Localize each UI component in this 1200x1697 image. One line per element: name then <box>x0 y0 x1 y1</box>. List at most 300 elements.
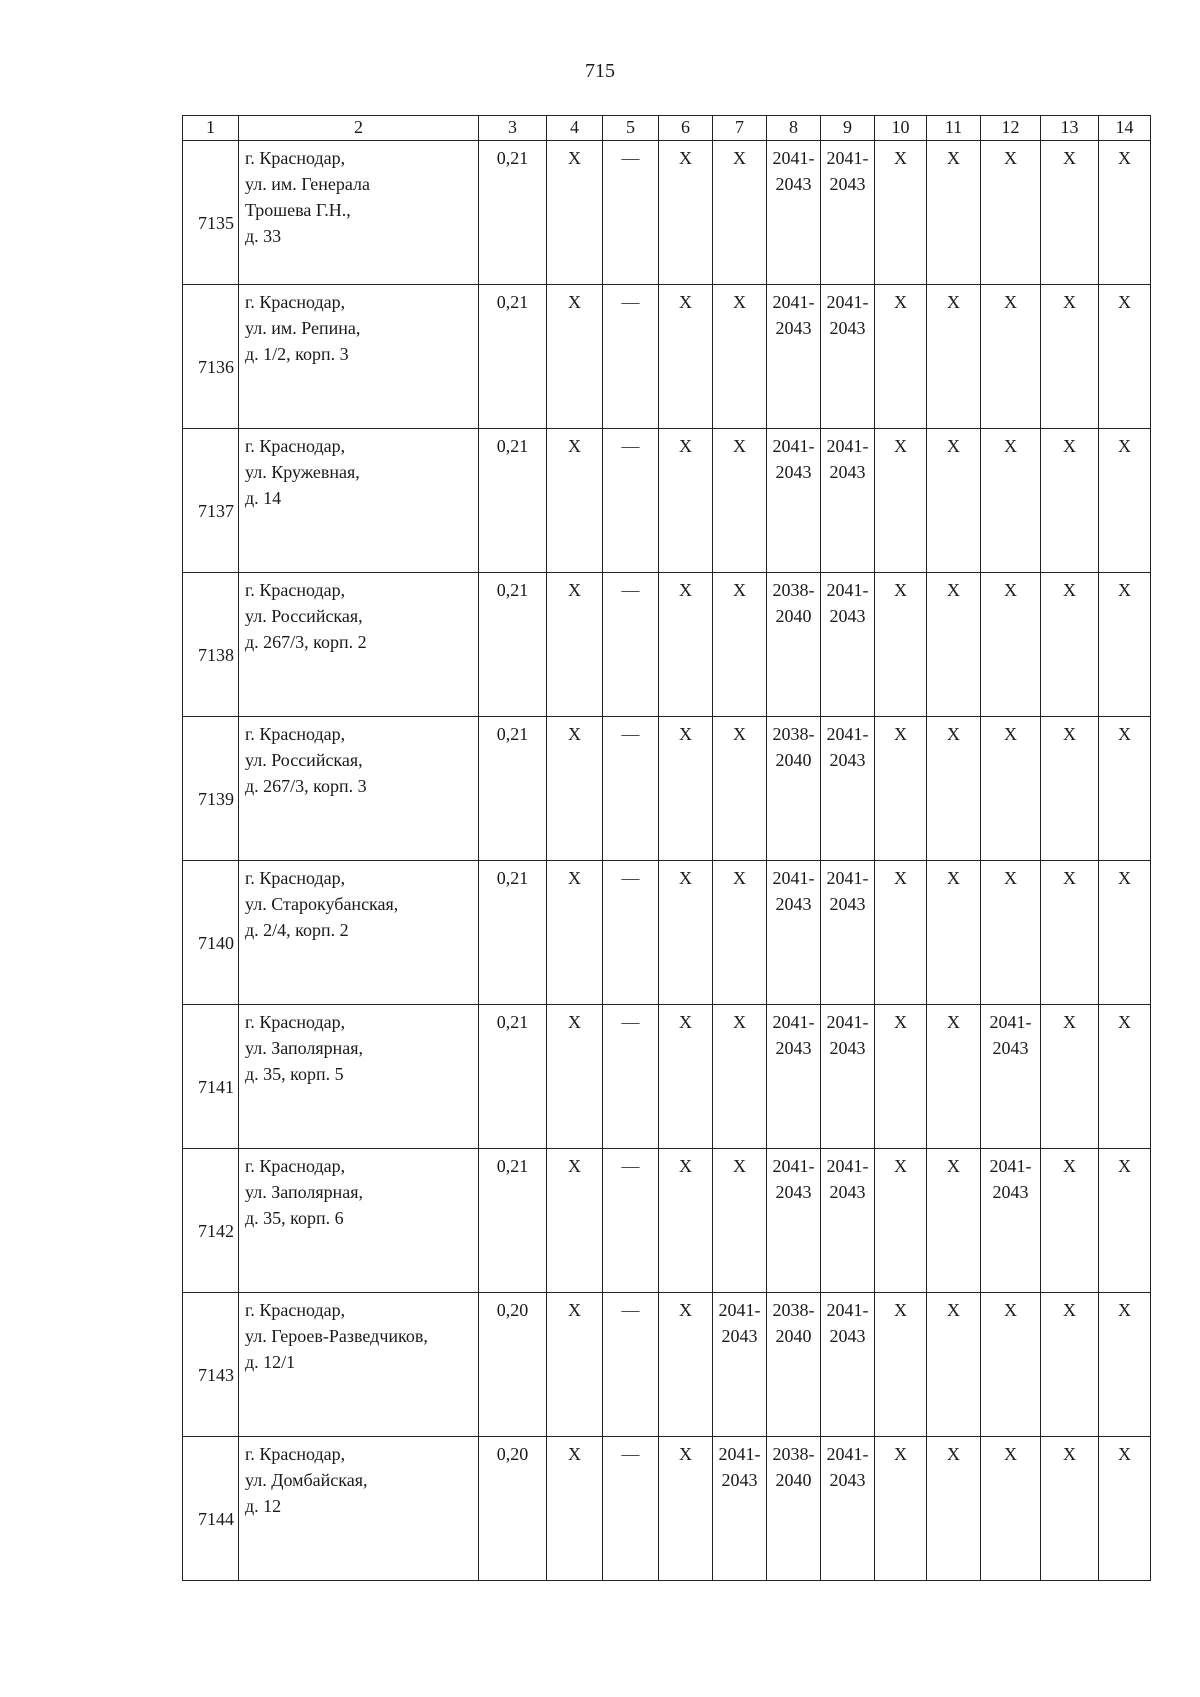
cell-text: 2043 <box>775 1038 812 1058</box>
value-cell-col-4 <box>547 717 603 861</box>
address-line: д. 33 <box>245 226 282 246</box>
address-line: д. 267/3, корп. 3 <box>245 776 367 796</box>
cell-text: X <box>568 868 581 888</box>
row-number: 7141 <box>183 1005 239 1149</box>
value-cell-col-13 <box>1041 285 1099 429</box>
value-cell-col-14 <box>1099 861 1151 1005</box>
value-cell-col-3 <box>479 1149 547 1293</box>
cell-text: X <box>1118 1156 1131 1176</box>
cell-text: X <box>568 580 581 600</box>
address-line: г. Краснодар, <box>245 1012 346 1032</box>
cell-text: X <box>894 148 907 168</box>
column-header-12: 12 <box>981 116 1041 141</box>
value-cell-col-6 <box>659 285 713 429</box>
table-row <box>183 717 1151 861</box>
cell-text: X <box>568 1012 581 1032</box>
cell-text: 2041- <box>772 1156 815 1176</box>
value-cell-col-7 <box>713 573 767 717</box>
address-line: ул. им. Генерала <box>245 174 370 194</box>
address-cell <box>239 1149 479 1293</box>
cell-text: — <box>621 1444 640 1464</box>
column-header-9: 9 <box>821 116 875 141</box>
cell-text: X <box>947 292 960 312</box>
cell-text: 2041- <box>826 1300 869 1320</box>
column-header-13: 13 <box>1041 116 1099 141</box>
value-cell-col-5 <box>603 861 659 1005</box>
address-line: г. Краснодар, <box>245 1300 346 1320</box>
cell-text: 0,21 <box>496 580 529 600</box>
value-cell-col-5 <box>603 1293 659 1437</box>
cell-text: 2041- <box>772 292 815 312</box>
value-cell-col-8 <box>767 1437 821 1581</box>
cell-text: 2043 <box>829 1326 866 1346</box>
cell-text: 2043 <box>829 750 866 770</box>
housing-register-table <box>182 115 1151 1581</box>
address-line: ул. Героев-Разведчиков, <box>245 1326 428 1346</box>
value-cell-col-6 <box>659 1149 713 1293</box>
cell-text: 2040 <box>775 1470 812 1490</box>
value-cell-col-3 <box>479 285 547 429</box>
value-cell-col-12 <box>981 141 1041 285</box>
cell-text: X <box>733 436 746 456</box>
address-line: г. Краснодар, <box>245 1156 346 1176</box>
cell-text: X <box>733 580 746 600</box>
value-cell-col-12 <box>981 1149 1041 1293</box>
row-number: 7135 <box>183 141 239 285</box>
cell-text: X <box>679 148 692 168</box>
address-cell <box>239 429 479 573</box>
cell-text: 2041- <box>826 724 869 744</box>
value-cell-col-12 <box>981 429 1041 573</box>
cell-text: 2043 <box>992 1038 1029 1058</box>
cell-text: X <box>1118 436 1131 456</box>
cell-text: 2041- <box>989 1012 1032 1032</box>
value-cell-col-7 <box>713 1149 767 1293</box>
value-cell-col-10 <box>875 1149 927 1293</box>
cell-text: 2041- <box>826 1444 869 1464</box>
value-cell-col-3 <box>479 429 547 573</box>
value-cell-col-5 <box>603 141 659 285</box>
value-cell-col-12 <box>981 861 1041 1005</box>
address-line: д. 35, корп. 5 <box>245 1064 344 1084</box>
cell-text: X <box>679 292 692 312</box>
row-number: 7144 <box>183 1437 239 1581</box>
cell-text: 2043 <box>992 1182 1029 1202</box>
row-number: 7137 <box>183 429 239 573</box>
value-cell-col-14 <box>1099 141 1151 285</box>
cell-text: X <box>894 580 907 600</box>
row-number: 7140 <box>183 861 239 1005</box>
cell-text: X <box>1004 1300 1017 1320</box>
table-row <box>183 285 1151 429</box>
address-line: ул. Старокубанская, <box>245 894 399 914</box>
cell-text: X <box>568 1156 581 1176</box>
cell-text: X <box>1004 868 1017 888</box>
value-cell-col-7 <box>713 141 767 285</box>
cell-text: 2043 <box>829 1038 866 1058</box>
cell-text: 2041- <box>826 436 869 456</box>
cell-text: X <box>1063 580 1076 600</box>
cell-text: 2041- <box>718 1300 761 1320</box>
table-row <box>183 141 1151 285</box>
cell-text: 2043 <box>775 1182 812 1202</box>
value-cell-col-13 <box>1041 861 1099 1005</box>
cell-text: 0,20 <box>496 1300 529 1320</box>
value-cell-col-10 <box>875 141 927 285</box>
column-header-6: 6 <box>659 116 713 141</box>
cell-text: 2043 <box>829 318 866 338</box>
value-cell-col-9 <box>821 1005 875 1149</box>
cell-text: 2038- <box>772 1444 815 1464</box>
value-cell-col-8 <box>767 1005 821 1149</box>
value-cell-col-12 <box>981 1005 1041 1149</box>
table-row <box>183 573 1151 717</box>
cell-text: X <box>947 1156 960 1176</box>
cell-text: X <box>733 868 746 888</box>
value-cell-col-11 <box>927 141 981 285</box>
cell-text: X <box>733 1012 746 1032</box>
address-line: д. 1/2, корп. 3 <box>245 344 349 364</box>
value-cell-col-6 <box>659 1005 713 1149</box>
value-cell-col-10 <box>875 717 927 861</box>
value-cell-col-4 <box>547 285 603 429</box>
address-cell <box>239 1005 479 1149</box>
address-cell <box>239 717 479 861</box>
address-line: г. Краснодар, <box>245 436 346 456</box>
cell-text: X <box>568 1444 581 1464</box>
column-header-10: 10 <box>875 116 927 141</box>
value-cell-col-5 <box>603 717 659 861</box>
page-number: 715 <box>585 60 615 82</box>
value-cell-col-11 <box>927 573 981 717</box>
cell-text: X <box>1118 1444 1131 1464</box>
row-number: 7143 <box>183 1293 239 1437</box>
address-line: ул. Заполярная, <box>245 1182 364 1202</box>
address-line: д. 14 <box>245 488 282 508</box>
value-cell-col-4 <box>547 573 603 717</box>
value-cell-col-10 <box>875 573 927 717</box>
cell-text: — <box>621 868 640 888</box>
cell-text: 2043 <box>829 606 866 626</box>
value-cell-col-9 <box>821 1293 875 1437</box>
cell-text: X <box>679 1156 692 1176</box>
value-cell-col-14 <box>1099 1437 1151 1581</box>
value-cell-col-13 <box>1041 1149 1099 1293</box>
cell-text: X <box>894 1156 907 1176</box>
address-line: ул. Российская, <box>245 750 363 770</box>
row-number: 7139 <box>183 717 239 861</box>
cell-text: 0,21 <box>496 1156 529 1176</box>
column-header-4: 4 <box>547 116 603 141</box>
address-line: ул. Домбайская, <box>245 1470 368 1490</box>
value-cell-col-13 <box>1041 717 1099 861</box>
value-cell-col-11 <box>927 1437 981 1581</box>
value-cell-col-8 <box>767 141 821 285</box>
address-line: д. 267/3, корп. 2 <box>245 632 367 652</box>
cell-text: 2041- <box>826 292 869 312</box>
address-line: ул. им. Репина, <box>245 318 361 338</box>
value-cell-col-8 <box>767 1149 821 1293</box>
cell-text: X <box>679 580 692 600</box>
cell-text: 2041- <box>772 436 815 456</box>
value-cell-col-11 <box>927 1293 981 1437</box>
value-cell-col-5 <box>603 573 659 717</box>
value-cell-col-3 <box>479 1005 547 1149</box>
value-cell-col-6 <box>659 573 713 717</box>
cell-text: 2043 <box>775 894 812 914</box>
cell-text: 2041- <box>718 1444 761 1464</box>
cell-text: X <box>947 580 960 600</box>
value-cell-col-3 <box>479 573 547 717</box>
value-cell-col-9 <box>821 861 875 1005</box>
value-cell-col-14 <box>1099 1149 1151 1293</box>
cell-text: 0,20 <box>496 1444 529 1464</box>
value-cell-col-10 <box>875 1437 927 1581</box>
value-cell-col-14 <box>1099 285 1151 429</box>
cell-text: X <box>894 1012 907 1032</box>
cell-text: 2043 <box>721 1470 758 1490</box>
cell-text: X <box>568 148 581 168</box>
value-cell-col-13 <box>1041 1005 1099 1149</box>
value-cell-col-8 <box>767 285 821 429</box>
address-line: г. Краснодар, <box>245 292 346 312</box>
cell-text: X <box>1118 1012 1131 1032</box>
value-cell-col-11 <box>927 861 981 1005</box>
cell-text: 2040 <box>775 606 812 626</box>
address-line: г. Краснодар, <box>245 148 346 168</box>
value-cell-col-4 <box>547 1293 603 1437</box>
value-cell-col-9 <box>821 1437 875 1581</box>
value-cell-col-4 <box>547 141 603 285</box>
cell-text: X <box>947 436 960 456</box>
value-cell-col-13 <box>1041 1293 1099 1437</box>
address-line: ул. Кружевная, <box>245 462 360 482</box>
cell-text: — <box>621 436 640 456</box>
value-cell-col-9 <box>821 285 875 429</box>
value-cell-col-7 <box>713 1005 767 1149</box>
value-cell-col-9 <box>821 429 875 573</box>
value-cell-col-3 <box>479 1437 547 1581</box>
address-line: ул. Российская, <box>245 606 363 626</box>
value-cell-col-11 <box>927 1005 981 1149</box>
cell-text: — <box>621 580 640 600</box>
value-cell-col-6 <box>659 141 713 285</box>
cell-text: — <box>621 724 640 744</box>
cell-text: X <box>1063 436 1076 456</box>
address-cell <box>239 141 479 285</box>
value-cell-col-11 <box>927 429 981 573</box>
table-header <box>183 116 1151 141</box>
value-cell-col-5 <box>603 285 659 429</box>
table-row <box>183 1149 1151 1293</box>
address-cell <box>239 285 479 429</box>
value-cell-col-4 <box>547 429 603 573</box>
column-header-2: 2 <box>239 116 479 141</box>
value-cell-col-4 <box>547 1149 603 1293</box>
value-cell-col-13 <box>1041 429 1099 573</box>
address-line: д. 2/4, корп. 2 <box>245 920 349 940</box>
address-line: д. 12/1 <box>245 1352 296 1372</box>
column-header-5: 5 <box>603 116 659 141</box>
cell-text: X <box>679 1300 692 1320</box>
cell-text: 2041- <box>772 1012 815 1032</box>
row-number: 7138 <box>183 573 239 717</box>
table-body <box>183 141 1151 1581</box>
cell-text: X <box>679 1444 692 1464</box>
cell-text: X <box>894 1444 907 1464</box>
cell-text: X <box>1004 580 1017 600</box>
value-cell-col-3 <box>479 861 547 1005</box>
cell-text: X <box>947 148 960 168</box>
value-cell-col-9 <box>821 1149 875 1293</box>
cell-text: X <box>894 724 907 744</box>
value-cell-col-11 <box>927 1149 981 1293</box>
value-cell-col-8 <box>767 573 821 717</box>
value-cell-col-12 <box>981 717 1041 861</box>
value-cell-col-12 <box>981 1293 1041 1437</box>
cell-text: 2041- <box>826 148 869 168</box>
cell-text: 2041- <box>772 868 815 888</box>
value-cell-col-6 <box>659 861 713 1005</box>
value-cell-col-7 <box>713 285 767 429</box>
cell-text: X <box>1063 292 1076 312</box>
cell-text: X <box>1118 580 1131 600</box>
cell-text: 2043 <box>829 1182 866 1202</box>
value-cell-col-5 <box>603 1437 659 1581</box>
value-cell-col-7 <box>713 717 767 861</box>
table-row <box>183 861 1151 1005</box>
value-cell-col-6 <box>659 717 713 861</box>
cell-text: — <box>621 1156 640 1176</box>
cell-text: 2043 <box>775 462 812 482</box>
value-cell-col-5 <box>603 429 659 573</box>
cell-text: 0,21 <box>496 868 529 888</box>
address-line: г. Краснодар, <box>245 724 346 744</box>
table-row <box>183 429 1151 573</box>
value-cell-col-3 <box>479 1293 547 1437</box>
value-cell-col-9 <box>821 717 875 861</box>
value-cell-col-6 <box>659 429 713 573</box>
address-line: д. 12 <box>245 1496 282 1516</box>
cell-text: X <box>894 1300 907 1320</box>
cell-text: X <box>1004 436 1017 456</box>
cell-text: X <box>947 724 960 744</box>
address-line: г. Краснодар, <box>245 1444 346 1464</box>
value-cell-col-13 <box>1041 141 1099 285</box>
cell-text: X <box>1118 868 1131 888</box>
cell-text: — <box>621 148 640 168</box>
address-line: Трошева Г.Н., <box>245 200 351 220</box>
value-cell-col-13 <box>1041 1437 1099 1581</box>
cell-text: X <box>679 724 692 744</box>
value-cell-col-11 <box>927 717 981 861</box>
value-cell-col-14 <box>1099 429 1151 573</box>
value-cell-col-10 <box>875 285 927 429</box>
cell-text: X <box>1063 724 1076 744</box>
cell-text: 2043 <box>829 174 866 194</box>
row-number: 7136 <box>183 285 239 429</box>
cell-text: X <box>1063 1012 1076 1032</box>
cell-text: 2040 <box>775 1326 812 1346</box>
cell-text: 2043 <box>775 174 812 194</box>
value-cell-col-9 <box>821 141 875 285</box>
value-cell-col-6 <box>659 1293 713 1437</box>
cell-text: 2043 <box>775 318 812 338</box>
cell-text: — <box>621 1300 640 1320</box>
cell-text: X <box>947 1444 960 1464</box>
cell-text: X <box>1118 724 1131 744</box>
value-cell-col-11 <box>927 285 981 429</box>
value-cell-col-10 <box>875 861 927 1005</box>
column-header-8: 8 <box>767 116 821 141</box>
cell-text: 2038- <box>772 1300 815 1320</box>
value-cell-col-7 <box>713 1437 767 1581</box>
value-cell-col-8 <box>767 717 821 861</box>
value-cell-col-13 <box>1041 573 1099 717</box>
cell-text: 2041- <box>826 580 869 600</box>
address-cell <box>239 573 479 717</box>
value-cell-col-12 <box>981 1437 1041 1581</box>
value-cell-col-6 <box>659 1437 713 1581</box>
value-cell-col-9 <box>821 573 875 717</box>
address-line: г. Краснодар, <box>245 580 346 600</box>
value-cell-col-7 <box>713 429 767 573</box>
value-cell-col-4 <box>547 1005 603 1149</box>
value-cell-col-7 <box>713 861 767 1005</box>
value-cell-col-8 <box>767 1293 821 1437</box>
value-cell-col-8 <box>767 861 821 1005</box>
value-cell-col-14 <box>1099 1005 1151 1149</box>
cell-text: 2043 <box>829 1470 866 1490</box>
cell-text: X <box>1063 1156 1076 1176</box>
column-header-7: 7 <box>713 116 767 141</box>
cell-text: X <box>947 868 960 888</box>
cell-text: X <box>679 868 692 888</box>
cell-text: X <box>894 292 907 312</box>
cell-text: 2043 <box>721 1326 758 1346</box>
value-cell-col-14 <box>1099 573 1151 717</box>
column-header-3: 3 <box>479 116 547 141</box>
cell-text: X <box>1004 292 1017 312</box>
cell-text: 0,21 <box>496 436 529 456</box>
address-line: г. Краснодар, <box>245 868 346 888</box>
cell-text: 2041- <box>826 1012 869 1032</box>
cell-text: X <box>1063 868 1076 888</box>
table-row <box>183 1293 1151 1437</box>
cell-text: 2041- <box>826 1156 869 1176</box>
cell-text: 0,21 <box>496 724 529 744</box>
value-cell-col-7 <box>713 1293 767 1437</box>
cell-text: X <box>1118 292 1131 312</box>
table-row <box>183 1437 1151 1581</box>
value-cell-col-8 <box>767 429 821 573</box>
cell-text: X <box>1118 148 1131 168</box>
cell-text: X <box>1063 1444 1076 1464</box>
cell-text: X <box>679 1012 692 1032</box>
value-cell-col-10 <box>875 1293 927 1437</box>
cell-text: 0,21 <box>496 292 529 312</box>
cell-text: X <box>733 1156 746 1176</box>
address-cell <box>239 1293 479 1437</box>
cell-text: X <box>1004 148 1017 168</box>
cell-text: X <box>1004 1444 1017 1464</box>
cell-text: X <box>1063 1300 1076 1320</box>
cell-text: X <box>733 148 746 168</box>
cell-text: — <box>621 1012 640 1032</box>
cell-text: 0,21 <box>496 1012 529 1032</box>
value-cell-col-14 <box>1099 717 1151 861</box>
cell-text: X <box>1004 724 1017 744</box>
